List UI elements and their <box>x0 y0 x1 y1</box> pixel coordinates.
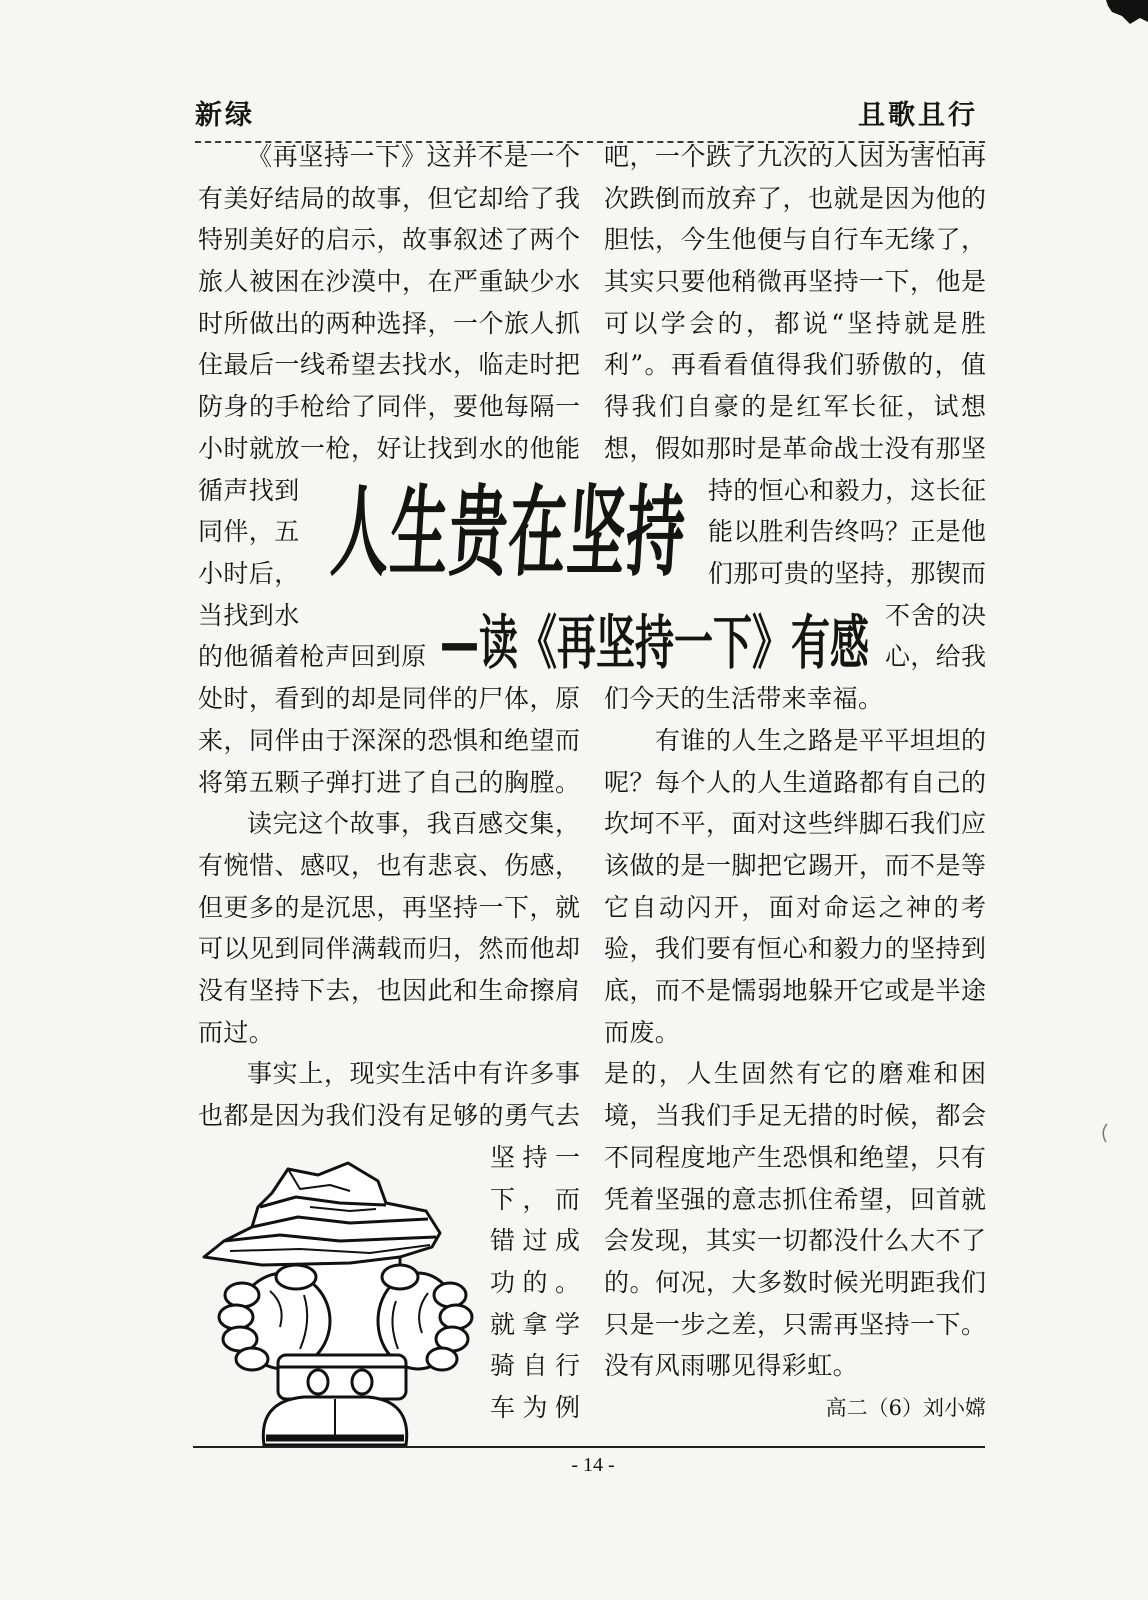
cartoon-trousers <box>278 1355 406 1399</box>
left-column-line: 坚持一 <box>490 1143 580 1172</box>
left-column-line: 的他循着枪声回到原 <box>198 642 427 671</box>
right-column-line: 底，而不是懦弱地躲开它或是半途 <box>604 976 986 1005</box>
right-column-line: 有谁的人生之路是平平坦坦的 <box>655 726 986 755</box>
left-column-line: 骑自行 <box>490 1351 580 1380</box>
right-column-line: 境，当我们手足无措的时候，都会 <box>604 1101 986 1130</box>
right-column-line: 次跌倒而放弃了，也就是因为他的 <box>604 184 986 213</box>
article-title: 人生贵在坚持 <box>328 474 690 591</box>
left-column-line: 有惋惜、感叹，也有悲哀、伤感， <box>198 851 580 880</box>
left-column-line: 小时后， <box>198 559 300 588</box>
right-column-line: 没有风雨哪见得彩虹。 <box>604 1351 859 1380</box>
left-column-line: 下，而 <box>490 1185 580 1214</box>
right-column-line: 凭着坚强的意志抓住希望，回首就 <box>604 1185 986 1214</box>
left-column-line: 小时就放一枪，好让找到水的他能 <box>198 434 580 463</box>
left-column-line: 将第五颗子弹打进了自己的胸膛。 <box>198 768 580 797</box>
scan-edge-mark <box>1100 0 1148 26</box>
right-column-line: 呢？每个人的人生道路都有自己的 <box>604 768 986 797</box>
magazine-name: 新绿 <box>195 100 255 131</box>
left-column-line: 事实上，现实生活中有许多事 <box>247 1059 580 1088</box>
right-column-line: 持的恒心和毅力，这长征 <box>708 476 986 505</box>
right-column-line: 不同程度地产生恐惧和绝望，只有 <box>604 1143 986 1172</box>
footer-divider <box>193 1446 985 1448</box>
right-column-line: 胆怯，今生他便与自行车无缘了， <box>604 225 986 254</box>
article-subtitle: —读《再坚持一下》有感 <box>440 610 870 678</box>
left-column-line: 同伴，五 <box>198 517 300 546</box>
left-column-line: 车为例 <box>490 1393 580 1422</box>
right-column-line: 得我们自豪的是红军长征，试想 <box>604 392 986 421</box>
left-column-line: 当找到水 <box>198 601 300 630</box>
left-column-line: 没有坚持下去，也因此和生命擦肩 <box>198 976 580 1005</box>
right-column-line: 其实只要他稍微再坚持一下，他是 <box>604 267 986 296</box>
right-column-line: 想，假如那时是革命战士没有那坚 <box>604 434 986 463</box>
left-column-line: 来，同伴由于深深的恐惧和绝望而 <box>198 726 580 755</box>
right-column-line: 可以学会的，都说“坚持就是胜 <box>604 309 986 338</box>
left-column-line: 时所做出的两种选择，一个旅人抓 <box>198 309 580 338</box>
scan-speck <box>1098 1122 1110 1144</box>
left-column-line: 《再坚持一下》这并不是一个 <box>247 142 580 171</box>
right-column-line: 会发现，其实一切都没什么大不了 <box>604 1226 986 1255</box>
right-column-line: 吧，一个跌了九次的人因为害怕再 <box>604 142 986 171</box>
left-column-line: 住最后一线希望去找水，临走时把 <box>198 350 580 379</box>
left-column-line: 也都是因为我们没有足够的勇气去 <box>198 1101 580 1130</box>
left-column-line: 读完这个故事，我百感交集， <box>247 809 580 838</box>
page-number: - 14 - <box>571 1454 615 1476</box>
right-column-line: 该做的是一脚把它踢开，而不是等 <box>604 851 986 880</box>
author-byline: 高二（6）刘小嫦 <box>825 1396 986 1420</box>
right-column-line: 只是一步之差，只需再坚持一下。 <box>604 1310 986 1339</box>
left-column-line: 循声找到 <box>198 476 300 505</box>
right-column-line: 心，给我 <box>885 642 986 671</box>
right-column-line: 是的，人生固然有它的磨难和困 <box>604 1059 986 1088</box>
left-column-line: 旅人被困在沙漠中，在严重缺少水 <box>198 267 580 296</box>
right-column-line: 们今天的生活带来幸福。 <box>604 684 884 713</box>
section-name: 且歌且行 <box>858 100 978 131</box>
left-column-line: 防身的手枪给了同伴，要他每隔一 <box>198 392 580 421</box>
right-column-line: 的。何况，大多数时候光明距我们 <box>604 1268 986 1297</box>
right-column-line: 而废。 <box>604 1018 681 1047</box>
right-column-line: 利”。再看看值得我们骄傲的，值 <box>604 350 986 379</box>
reading-cartoon-illustration <box>200 1145 475 1450</box>
left-column-line: 处时，看到的却是同伴的尸体，原 <box>198 684 580 713</box>
left-column-line: 可以见到同伴满载而归，然而他却 <box>198 934 580 963</box>
right-column-line: 它自动闪开，面对命运之神的考 <box>604 893 986 922</box>
right-column-line: 坎坷不平，面对这些绊脚石我们应 <box>604 809 986 838</box>
left-column-line: 而过。 <box>198 1018 275 1047</box>
cartoon-feet <box>263 1397 406 1445</box>
right-column-line: 们那可贵的坚持，那锲而 <box>708 559 986 588</box>
left-column-line: 功的。 <box>490 1268 580 1297</box>
cartoon-paper-stack <box>204 1163 440 1265</box>
left-column-line: 但更多的是沉思，再坚持一下，就 <box>198 893 580 922</box>
right-column-line: 验，我们要有恒心和毅力的坚持到 <box>604 934 986 963</box>
left-column-line: 有美好结局的故事，但它却给了我 <box>198 184 580 213</box>
left-column-line: 就拿学 <box>490 1310 580 1339</box>
right-column-line: 能以胜利告终吗？正是他 <box>708 517 986 546</box>
left-column-line: 特别美好的启示，故事叙述了两个 <box>198 225 580 254</box>
right-column-line: 不舍的决 <box>885 601 986 630</box>
left-column-line: 错过成 <box>490 1226 580 1255</box>
